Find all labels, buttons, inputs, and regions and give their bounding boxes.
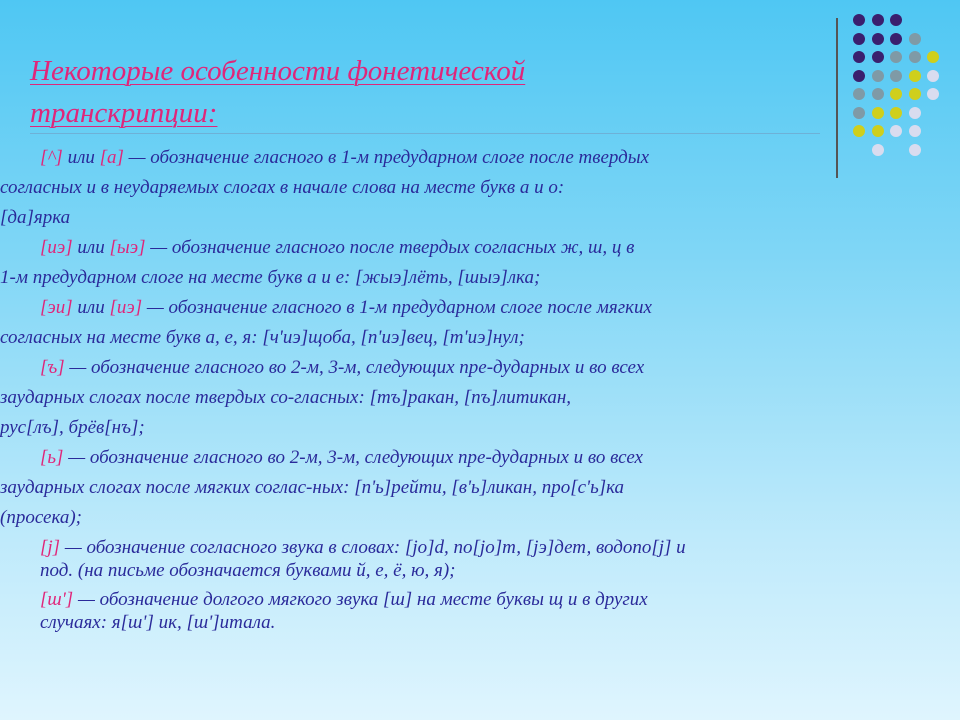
note-2-line-1 [0,233,950,263]
text: — обозначение долгого мягкого звука [ш] на месте буквы щ и в других [73,589,648,610]
symbol: [ь] [40,447,64,468]
note-1-line-1 [0,143,950,173]
note-6-line-2: под. (на письме обозначается буквами й, е, ё, ю, я); [40,560,456,581]
dot [853,125,865,137]
dot [872,125,884,137]
text: — обозначение гласного после твердых согласных ж, ш, ц в [145,237,635,258]
note-5-line-2: заударных слогах после мягких соглас-ных: [п'ь]рейти, [в'ь]ликан, про[с'ь]ка [0,477,625,498]
symbol: [эи] [40,297,73,318]
dot [909,33,921,45]
dot [890,125,902,137]
text: — обозначение гласного во 2-м, 3-м, следующих пре-дударных и во всех [63,447,643,468]
dot [890,51,902,63]
note-5-line-1 [0,443,950,473]
note-7-line-2: случаях: я[ш'] ик, [ш']итала. [40,612,276,633]
symbol: [^] [40,147,63,168]
dot [853,14,865,26]
note-1-line-2: согласных и в неударяемых слогах в начале слова на месте букв а и о: [0,177,565,198]
dot [909,125,921,137]
dot [890,14,902,26]
page-title: Некоторые особенности фонетической транскрипции: [30,55,526,129]
symbol: [иэ] [40,237,73,258]
note-2-line-2: 1-м предударном слоге на месте букв а и е: [жыэ]лёть, [шыэ]лка; [0,267,541,288]
dot [909,70,921,82]
dot [890,70,902,82]
dot [890,107,902,119]
symbol: [ыэ] [109,237,146,258]
symbol: [а] [99,147,124,168]
symbol: [j] [40,537,61,558]
dot [853,88,865,100]
dot [927,88,939,100]
dot [909,88,921,100]
dot [909,51,921,63]
title-rule [30,133,820,134]
text: — обозначение гласного во 2-м, 3-м, следующих пре-дударных и во всех [64,357,645,378]
dot [872,51,884,63]
text: или [62,147,100,168]
symbol: [иэ] [109,297,143,318]
note-4-line-1 [0,353,950,383]
dot [853,51,865,63]
dot [872,88,884,100]
transcription-notes [0,143,950,635]
dot [872,70,884,82]
symbol: [ъ] [40,357,65,378]
dot [927,51,939,63]
dot [872,33,884,45]
text: или [72,237,110,258]
text: — обозначение гласного в 1-м предударном слоге после мягких [142,297,652,318]
note-1-line-3: [да]ярка [0,207,71,228]
dot [890,33,902,45]
dot [909,107,921,119]
text: или [72,297,110,318]
dot [872,14,884,26]
note-4-line-2: заударных слогах после твердых со-гласных: [тъ]ракан, [пъ]литикан, [0,387,572,408]
dot [927,70,939,82]
note-5-line-3: (просека); [0,507,83,528]
note-4-line-3: рус[лъ], брёв[нъ]; [0,417,145,438]
symbol: [ш'] [40,589,74,610]
note-3-line-1 [0,293,950,323]
text: — обозначение гласного в 1-м предударном слоге после твердых [123,147,650,168]
note-3-line-2: согласных на месте букв а, е, я: [ч'иэ]щоба, [п'иэ]вец, [т'иэ]нул; [0,327,525,348]
dot [853,70,865,82]
dot [890,88,902,100]
dot [853,107,865,119]
dot [853,33,865,45]
dot [872,107,884,119]
text: — обозначение согласного звука в словах: [jo]d, по[jo]т, [jэ]дет, водопо[j] и [60,537,686,558]
